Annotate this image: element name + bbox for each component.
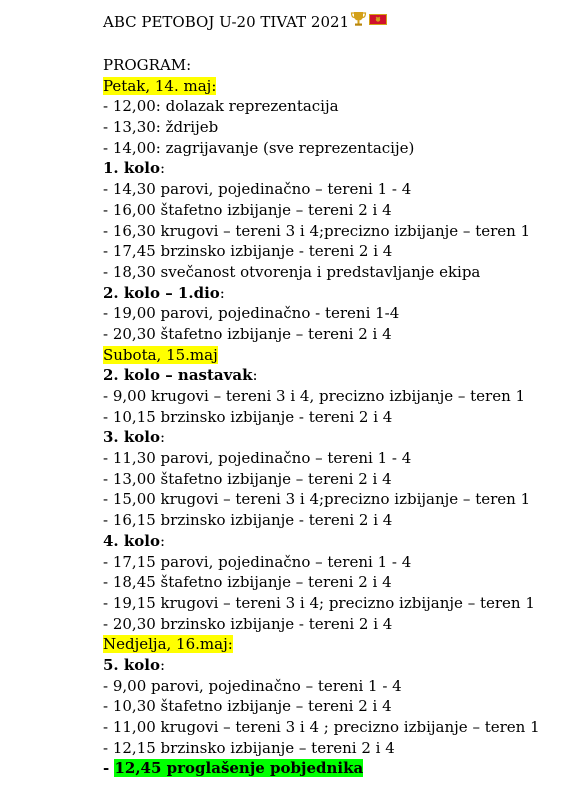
- schedule-item: [103, 324, 583, 345]
- schedule-item-text: - 17,45 brzinsko izbijanje - tereni 2 i 4: [103, 242, 393, 261]
- schedule-item: [103, 469, 583, 490]
- round-heading-colon: :: [219, 283, 225, 302]
- schedule-item-text: - 16,15 brzinsko izbijanje - tereni 2 i 4: [103, 511, 393, 530]
- trophy-icon: [350, 10, 367, 34]
- schedule-item: [103, 407, 583, 428]
- schedule-item-text: - 12,15 brzinsko izbijanje – tereni 2 i 4: [103, 738, 395, 757]
- schedule-item: [103, 262, 583, 283]
- program-list: [103, 55, 583, 779]
- blank-line: [103, 34, 583, 55]
- schedule-item-text: - 14,00: zagrijavanje (sve reprezentacije): [103, 138, 415, 157]
- round-heading: [103, 365, 583, 386]
- schedule-item: [103, 241, 583, 262]
- program-label-text: PROGRAM:: [103, 56, 192, 74]
- schedule-item: [103, 717, 583, 738]
- round-heading: [103, 655, 583, 676]
- schedule-item: [103, 696, 583, 717]
- schedule-item: [103, 552, 583, 573]
- document-page: [103, 10, 583, 779]
- schedule-item-text: - 9,00 krugovi – tereni 3 i 4, precizno izbijanje – teren 1: [103, 387, 526, 405]
- schedule-item: [103, 386, 583, 407]
- document-title: ABC PETOBOJ U-20 TIVAT 2021: [103, 13, 350, 31]
- program-label: [103, 55, 583, 76]
- day-heading: [103, 76, 583, 97]
- round-heading: [103, 427, 583, 448]
- schedule-item: [103, 572, 583, 593]
- round-heading-colon: :: [159, 428, 166, 447]
- list-bullet: -: [103, 759, 115, 778]
- schedule-item: [103, 510, 583, 531]
- round-heading-text: 3. kolo: [103, 428, 160, 447]
- round-heading: [103, 531, 583, 552]
- schedule-item: [103, 676, 583, 697]
- schedule-item-text: - 15,00 krugovi – tereni 3 i 4;precizno izbijanje – teren 1: [103, 490, 531, 509]
- schedule-item-text: - 9,00 parovi, pojedinačno – tereni 1 - 4: [103, 676, 402, 695]
- schedule-item: [103, 593, 583, 614]
- schedule-item: [103, 96, 583, 117]
- round-heading-text: 2. kolo – 1.dio: [103, 283, 220, 302]
- montenegro-flag-icon: [368, 10, 388, 34]
- schedule-item: [103, 303, 583, 324]
- schedule-item-text: - 11,00 krugovi – tereni 3 i 4 ; precizno izbijanje – teren 1: [103, 718, 540, 736]
- schedule-item: [103, 448, 583, 469]
- schedule-item: [103, 179, 583, 200]
- schedule-item-text: - 11,30 parovi, pojedinačno – tereni 1 - 4: [103, 449, 412, 468]
- round-heading: [103, 158, 583, 179]
- schedule-item-text: - 18,30 svečanost otvorenja i predstavljanje ekipa: [103, 262, 481, 281]
- winners-announcement: [103, 758, 583, 779]
- schedule-item-text: - 16,30 krugovi – tereni 3 i 4;precizno izbijanje – teren 1: [103, 221, 531, 240]
- schedule-item: [103, 138, 583, 159]
- schedule-item-text: - 20,30 brzinsko izbijanje - tereni 2 i 4: [103, 614, 393, 633]
- round-heading-colon: :: [159, 531, 166, 550]
- schedule-item-text: - 17,15 parovi, pojedinačno – tereni 1 - 4: [103, 552, 412, 571]
- round-heading-text: 2. kolo – nastavak: [103, 366, 253, 385]
- schedule-item: [103, 614, 583, 635]
- round-heading-text: 4. kolo: [103, 531, 160, 550]
- schedule-item-text: - 18,45 štafetno izbijanje – tereni 2 i 4: [103, 573, 392, 592]
- day-heading-text: Nedjelja, 16.maj:: [103, 635, 233, 654]
- day-heading-text: Petak, 14. maj:: [103, 76, 217, 95]
- day-heading-text: Subota, 15.maj: [103, 345, 218, 364]
- day-heading: [103, 345, 583, 366]
- round-heading-text: 5. kolo: [103, 655, 160, 674]
- schedule-item-text: - 16,00 štafetno izbijanje – tereni 2 i 4: [103, 200, 392, 219]
- round-heading-colon: :: [252, 366, 258, 385]
- schedule-item-text: - 10,30 štafetno izbijanje – tereni 2 i 4: [103, 697, 392, 716]
- round-heading-text: 1. kolo: [103, 159, 160, 178]
- schedule-item-text: - 19,15 krugovi – tereni 3 i 4; precizno izbijanje – teren 1: [103, 593, 535, 612]
- schedule-item: [103, 117, 583, 138]
- round-heading-colon: :: [159, 159, 166, 178]
- schedule-item-text: - 12,00: dolazak reprezentacija: [103, 97, 339, 116]
- schedule-item-text: - 20,30 štafetno izbijanje – tereni 2 i 4: [103, 324, 392, 343]
- schedule-item: [103, 200, 583, 221]
- schedule-item: [103, 738, 583, 759]
- schedule-item: [103, 489, 583, 510]
- winners-announcement-text: 12,45 proglašenje pobjednika: [114, 759, 364, 778]
- document-title-row: [103, 10, 583, 34]
- schedule-item-text: - 19,00 parovi, pojedinačno - tereni 1-4: [103, 304, 400, 323]
- schedule-item-text: - 10,15 brzinsko izbijanje - tereni 2 i 4: [103, 407, 393, 426]
- schedule-item-text: - 13,00 štafetno izbijanje – tereni 2 i 4: [103, 469, 392, 488]
- day-heading: [103, 634, 583, 655]
- schedule-item-text: - 14,30 parovi, pojedinačno – tereni 1 - 4: [103, 180, 412, 199]
- round-heading: [103, 283, 583, 304]
- schedule-item-text: - 13,30: ždrijeb: [103, 118, 219, 137]
- round-heading-colon: :: [159, 655, 166, 674]
- schedule-item: [103, 221, 583, 242]
